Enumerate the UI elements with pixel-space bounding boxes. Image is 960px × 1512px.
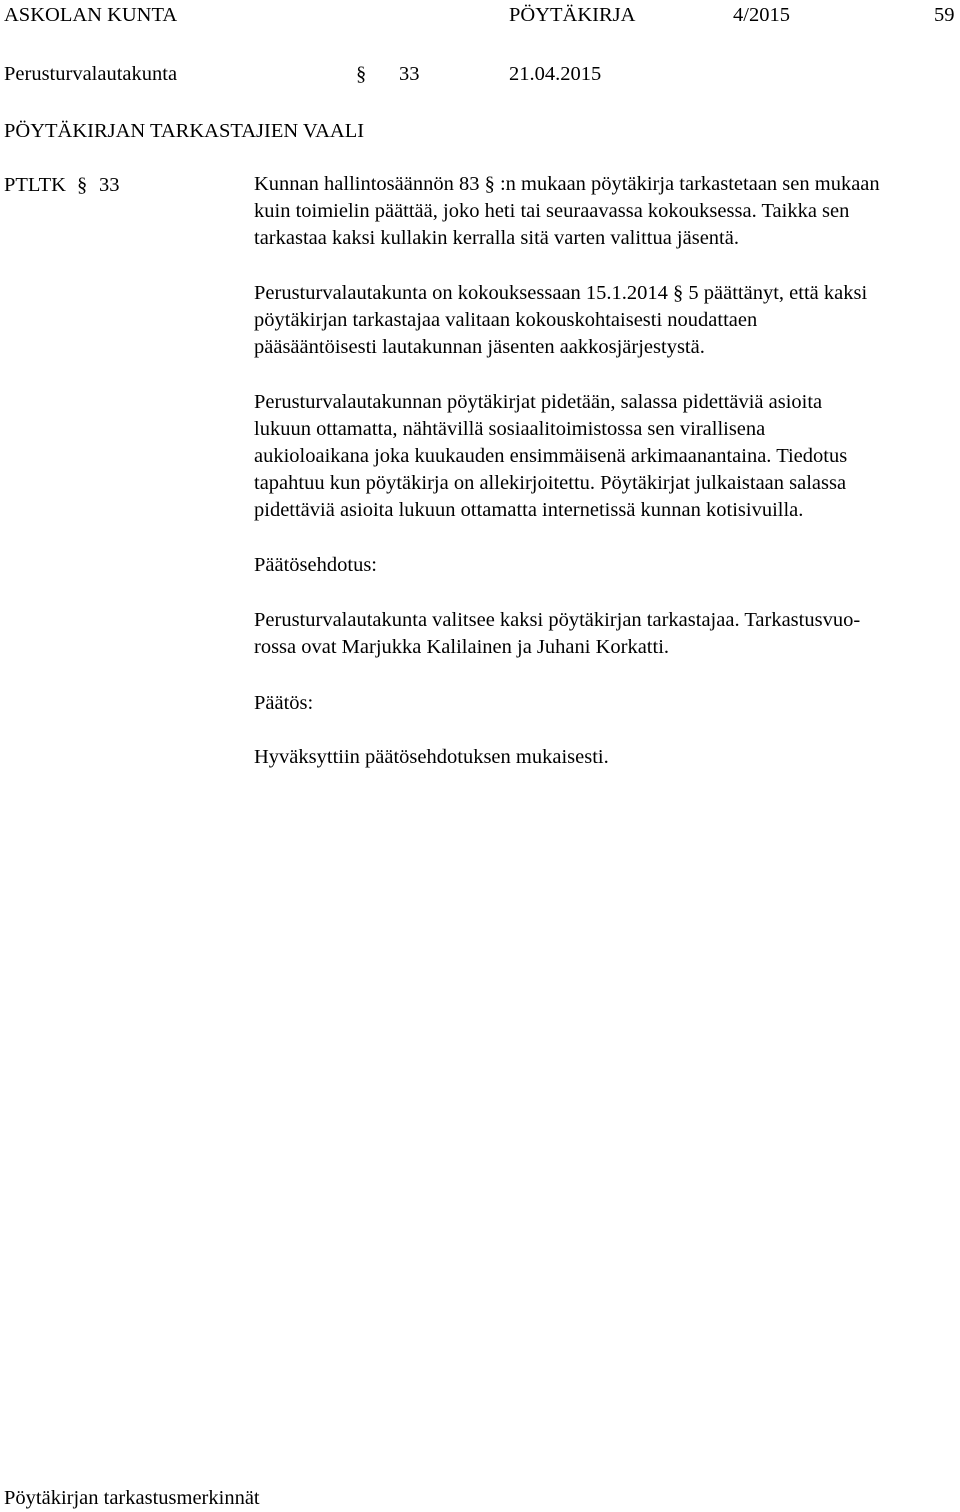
- page-title: PÖYTÄKIRJAN TARKASTAJIEN VAALI: [4, 120, 365, 142]
- proposal-heading-text: Päätösehdotus:: [254, 554, 377, 576]
- paragraph-line: pöytäkirjan tarkastajaa valitaan kokouskohtaisesti noudattaen: [254, 309, 758, 331]
- paragraph-1: [254, 171, 954, 252]
- case-ref-label: PTLTK: [4, 174, 66, 196]
- case-ref-section-mark: §: [77, 174, 88, 196]
- paragraph-2: [254, 280, 954, 361]
- case-ref-number: 33: [99, 174, 120, 196]
- paragraph-line: Perusturvalautakunta on kokouksessaan 15.1.2014 § 5 päättänyt, että kaksi: [254, 282, 868, 304]
- paragraph-line: kuin toimielin päättää, joko heti tai seuraavassa kokouksessa. Taikka sen: [254, 200, 850, 222]
- paragraph-line: lukuun ottamatta, nähtävillä sosiaalitoimistossa sen virallisena: [254, 418, 766, 440]
- document-type: PÖYTÄKIRJA: [509, 4, 636, 26]
- meeting-date: 21.04.2015: [509, 63, 602, 85]
- proposal-line: rossa ovat Marjukka Kalilainen ja Juhani Korkatti.: [254, 636, 670, 658]
- section-number: 33: [399, 63, 420, 85]
- decision-heading: [254, 690, 954, 717]
- footer-label: Pöytäkirjan tarkastusmerkinnät: [4, 1487, 260, 1509]
- paragraph-line: aukioloaikana joka kuukauden ensimmäisenä arkimaanantaina. Tiedotus: [254, 445, 848, 467]
- proposal-text: [254, 607, 954, 661]
- document-number: 4/2015: [733, 4, 790, 26]
- decision-text: [254, 744, 954, 771]
- paragraph-line: Kunnan hallintosäännön 83 § :n mukaan pöytäkirja tarkastetaan sen mukaan: [254, 173, 880, 195]
- decision-heading-text: Päätös:: [254, 692, 314, 714]
- paragraph-line: pidettäviä asioita lukuun ottamatta internetissä kunnan kotisivuilla.: [254, 499, 804, 521]
- proposal-line: Perusturvalautakunta valitsee kaksi pöytäkirjan tarkastajaa. Tarkastusvuo-: [254, 609, 861, 631]
- decision-text-line: Hyväksyttiin päätösehdotuksen mukaisesti.: [254, 746, 609, 768]
- paragraph-line: tapahtuu kun pöytäkirja on allekirjoitettu. Pöytäkirjat julkaistaan salassa: [254, 472, 847, 494]
- proposal-heading: [254, 552, 954, 579]
- paragraph-3: [254, 389, 954, 524]
- municipality-name: ASKOLAN KUNTA: [4, 4, 178, 26]
- paragraph-line: tarkastaa kaksi kullakin kerralla sitä varten valittua jäsentä.: [254, 227, 739, 249]
- paragraph-line: pääsääntöisesti lautakunnan jäsenten aakkosjärjestystä.: [254, 336, 705, 358]
- section-mark: §: [356, 63, 367, 85]
- paragraph-line: Perusturvalautakunnan pöytäkirjat pidetään, salassa pidettäviä asioita: [254, 391, 823, 413]
- board-name: Perusturvalautakunta: [4, 63, 178, 85]
- page-number: 59: [934, 4, 955, 26]
